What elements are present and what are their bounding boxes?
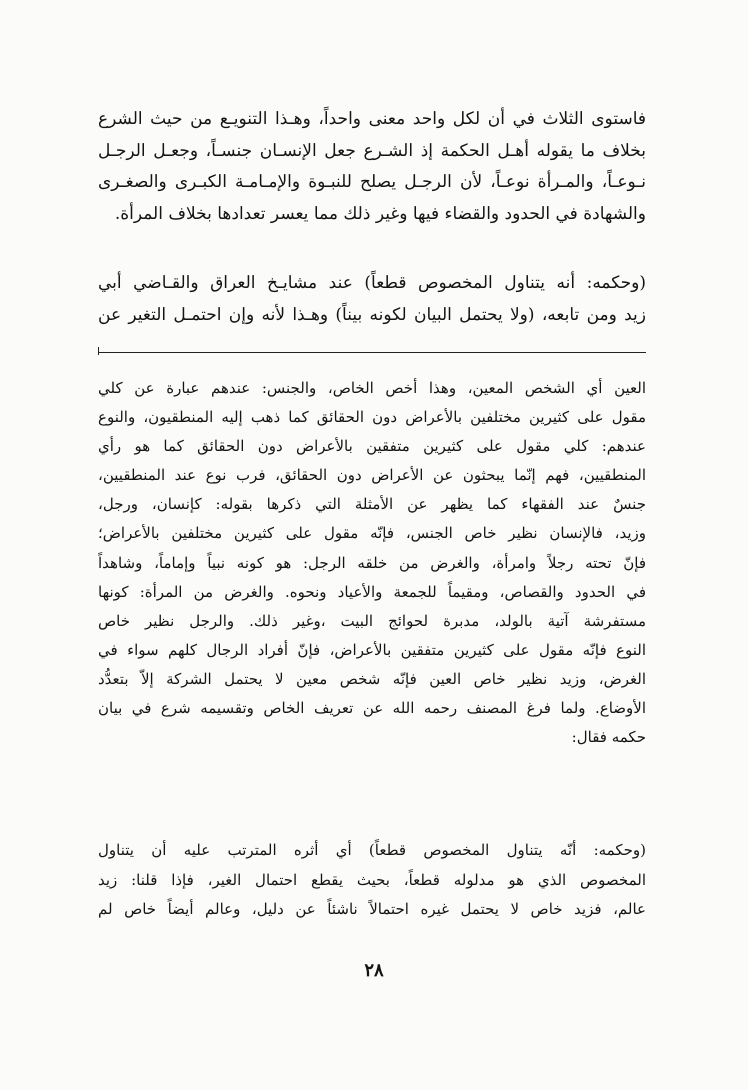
- footnote-divider: [98, 352, 646, 353]
- footnote-line: الأوضاع. ولما فرغ المصنف رحمه الله عن تعريف الخاص وتقسيمه شرع في بيان: [98, 699, 646, 718]
- footnote-line: فإنّ تحته رجلاً وامرأة، والغرض من خلقه الرجل: هو كونه نبياً وإماماً، وشاهداً: [98, 553, 646, 572]
- main-text-paragraph-1: [98, 104, 646, 230]
- footnote-line: عالم، فزيد خاص لا يحتمل غيره احتمالاً ناشئاً عن دليل، وعالم أيضاً خاص لم: [98, 900, 646, 918]
- footnote-line: المنطقيين، فهم إنّما يبحثون عن الأعراض دون الحقائق، فرب نوع عند المنطقيين،: [98, 466, 646, 485]
- footnote-line: جنسٌ عند الفقهاء كما يظهر عن الأمثلة التي ذكرها بقوله: كإنسان، ورجل،: [98, 495, 646, 514]
- text-line: فاستوى الثلاث في أن لكل واحد معنى واحداً، وهـذا التنويـع من حيث الشرع: [98, 109, 646, 129]
- footnote-line: المخصوص الذي هو مدلوله قطعاً، بحيث يقطع احتمال الغير، فإذا قلنا: زيد: [98, 870, 646, 889]
- footnote-divider-tick: [98, 347, 109, 355]
- footnote-line: العين أي الشخص المعين، وهذا أخص الخاص، والجنس: عندهم عبارة عن كلي: [98, 379, 646, 397]
- footnote-line: مستفرشة آتية بالولد، مدبرة لحوائج البيت ،وغير ذلك. والرجل نظير خاص: [98, 611, 646, 630]
- footnote-line: وزيد، فالإنسان نظير خاص الجنس، فإنّه مقول على كثيرين مختلفين بالأعراض؛: [98, 524, 646, 543]
- text-line: زيد ومن تابعه، (ولا يحتمل البيان لكونه بيناً) وهـذا لأنه وإن احتمـل التغير عن: [98, 304, 646, 325]
- footnote-line: في الحدود والقصاص، ومقيماً للجمعة والأعياد ونحوه. والغرض من المرأة: كونها: [98, 582, 646, 601]
- text-line: والشهادة في الحدود والقضاء فيها وغير ذلك مما يعسر تعدادها بخلاف المرأة.: [114, 203, 646, 224]
- footnote-line: عندهم: كلي مقول على كثيرين متفقين بالأعراض دون الحقائق كما هو رأي: [98, 437, 646, 456]
- main-text-paragraph-2: [98, 268, 646, 331]
- footnote-line: مقول على كثيرين مختلفين بالأعراض دون الحقائق كما ذهب إليه المنطقيون، والنوع: [98, 408, 646, 427]
- footnote-paragraph-2: [98, 836, 646, 925]
- footnote-line: حكمه فقال:: [571, 728, 646, 747]
- text-line: (وحكمه: أنه يتناول المخصوص قطعاً) عند مشايـخ العراق والقـاضي أبي: [98, 273, 646, 293]
- text-line: بخلاف ما يقوله أهـل الحكمة إذ الشـرع جعل الإنسـان جنسـاً، وجعـل الرجـل: [98, 140, 646, 161]
- text-line: نـوعـاً، والمـرأة نوعـاً، لأن الرجـل يصلح للنبـوة والإمـامـة الكبـرى والصغـرى: [98, 172, 646, 192]
- page-number: ٢٨: [364, 960, 384, 981]
- footnote-line: (وحكمه: أنّه يتناول المخصوص قطعاً) أي أثره المترتب عليه أن يتناول: [98, 841, 646, 859]
- footnote-line: النوع فإنّه مقول على كثيرين متفقين بالأعراض، فإنّ أفراد الرجال كلهم سواء في: [98, 640, 646, 659]
- footnote-line: الغرض، وزيد نظير خاص العين فإنّه شخص معين لا يحتمل الشركة إلاّ بتعدُّد: [98, 669, 646, 688]
- footnote-paragraph-1: [98, 374, 646, 752]
